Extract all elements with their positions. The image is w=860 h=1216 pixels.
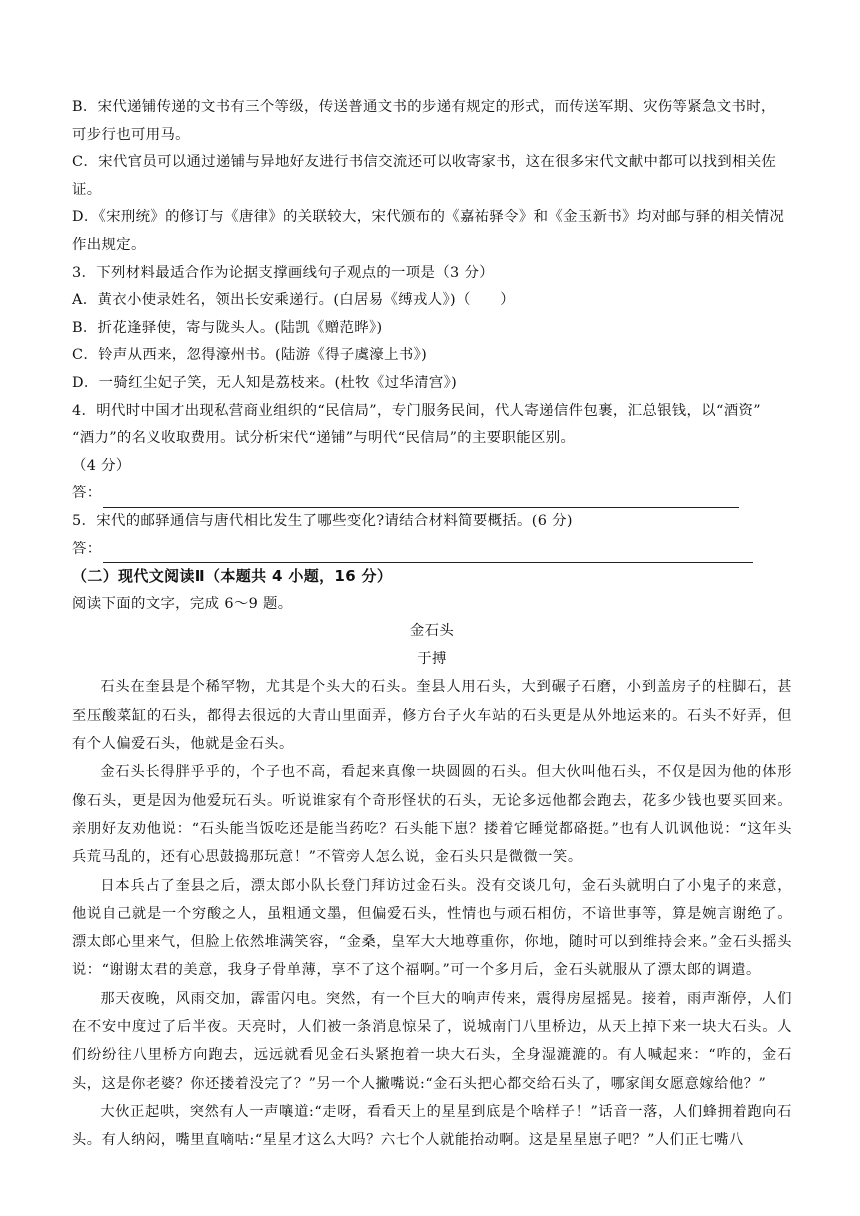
story-author: 于搏 — [417, 650, 447, 667]
story-body — [72, 673, 792, 1154]
option-b-line-1: B．宋代递铺传递的文书有三个等级，传送普通文书的步递有规定的形式，而传送军期、灾伤等紧急文书时， — [72, 99, 776, 115]
q5-answer-field[interactable] — [103, 543, 753, 563]
q3-option-a-text: A．黄衣小使录姓名，领出长安乘递行。(白居易《缚戎人》) — [72, 292, 456, 309]
q4-line-1: 4．明代时中国才出现私营商业组织的“民信局”，专门服务民间，代人寄递信件包裹，汇总银钱，以“酒资” — [72, 402, 761, 419]
answer-paren[interactable]: （ ） — [456, 292, 515, 309]
q5-answer-label: 答： — [72, 540, 102, 557]
option-d-line-2: 作出规定。 — [72, 236, 146, 253]
story-paragraph: 日本兵占了奎县之后，漂太郎小队长登门拜访过金石头。没有交谈几句，金石头就明白了小鬼子的来意，他说自己就是一个穷酸之人，虽粗通文墨，但偏爱石头，性情也与顽石相仿，不谙世事等，算是婉言谢绝了。漂太郎心里来气，但脸上依然堆满笑容，“金桑，皇军大大地尊重你，你地，随时可以到维持会来。”金石头摇头说：“谢谢太君的美意，我身子骨单薄，享不了这个福啊。”可一个多月后，金石头就服从了漂太郎的调遣。 — [72, 877, 792, 979]
q5-answer-line — [72, 536, 792, 564]
option-d-line-1: D．《宋刑统》的修订与《唐律》的关联较大，宋代颁布的《嘉祐驿令》和《金玉新书》均对邮与驿的相关情况 — [72, 209, 785, 226]
q4-line-2: “酒力”的名义收取费用。试分析宋代“递铺”与明代“民信局”的主要职能区别。 — [72, 430, 576, 447]
q4-answer-line — [72, 480, 792, 508]
option-c-line-2: 证。 — [72, 181, 102, 198]
q3-option-d: D．一骑红尘妃子笑，无人知是荔枝来。(杜牧《过华清宫》) — [72, 374, 458, 391]
exam-page — [72, 94, 792, 1155]
question-3 — [72, 260, 792, 398]
story-paragraph: 那天夜晚，风雨交加，霹雷闪电。突然，有一个巨大的响声传来，震得房屋摇晃。接着，雨声渐停，人们在不安中度过了后半夜。天亮时，人们被一条消息惊呆了，说城南门八里桥边，从天上掉下来一块大石头。人们纷纷往八里桥方向跑去，远远就看见金石头紧抱着一块大石头，全身湿漉漉的。有人喊起来：“咋的，金石头，这是你老婆？你还搂着没完了？”另一个人撇嘴说:“金石头把心都交给石头了，哪家闺女愿意嫁给他？” — [72, 990, 792, 1092]
q3-option-a — [72, 287, 792, 315]
q3-option-c: C．铃声从西来，忽得濠州书。(陆游《得子虞濠上书》) — [72, 347, 428, 364]
section-heading: （二）现代文阅读Ⅱ（本题共 4 小题，16 分） — [72, 567, 393, 586]
q2-options — [72, 94, 792, 260]
option-c-line-1: C．宋代官员可以通过递铺与异地好友进行书信交流还可以收寄家书，这在很多宋代文献中都可以找到相关佐 — [72, 154, 777, 171]
q4-answer-field[interactable] — [103, 488, 739, 508]
question-5 — [72, 508, 792, 563]
q3-stem: 3．下列材料最适合作为论据支撑画线句子观点的一项是（3 分） — [72, 264, 494, 281]
question-4 — [72, 398, 792, 508]
story-paragraph: 石头在奎县是个稀罕物，尤其是个头大的石头。奎县人用石头，大到碾子石磨，小到盖房子的柱脚石，甚至压酸菜缸的石头，都得去很远的大青山里面弄，修方台子火车站的石头更是从外地运来的。石头不好弄，但有个人偏爱石头，他就是金石头。 — [72, 679, 792, 753]
q4-score: （4 分） — [72, 457, 131, 474]
option-b-line-2: 可步行也可用马。 — [72, 126, 190, 143]
q4-answer-label: 答： — [72, 485, 102, 502]
q3-option-b: B．折花逢驿使，寄与陇头人。(陆凯《赠范晔》) — [72, 319, 383, 336]
story-title: 金石头 — [409, 623, 455, 640]
story-paragraph: 金石头长得胖乎乎的，个子也不高，看起来真像一块圆圆的石头。但大伙叫他石头，不仅是因为他的体形像石头，更是因为他爱玩石头。听说谁家有个奇形怪状的石头，无论多远他都会跑去，花多少钱也要买回来。亲朋好友劝他说：“石头能当饭吃还是能当药吃？石头能下崽？搂着它睡觉都硌挺。”也有人讥讽他说：“这年头兵荒马乱的，还有心思鼓捣那玩意！”不管旁人怎么说，金石头只是微微一笑。 — [72, 764, 792, 866]
section-instruction: 阅读下面的文字，完成 6～9 题。 — [72, 595, 293, 612]
q5-stem: 5．宋代的邮驿通信与唐代相比发生了哪些变化?请结合材料简要概括。(6 分) — [72, 512, 573, 529]
story-paragraph: 大伙正起哄，突然有人一声嚷道:“走呀，看看天上的星星到底是个啥样子！”话音一落，人们蜂拥着跑向石头。有人纳闷，嘴里直嘀咕:“星星才这么大吗？六七个人就能抬动啊。这是星星崽子吧？”人们正七嘴八 — [72, 1103, 792, 1149]
